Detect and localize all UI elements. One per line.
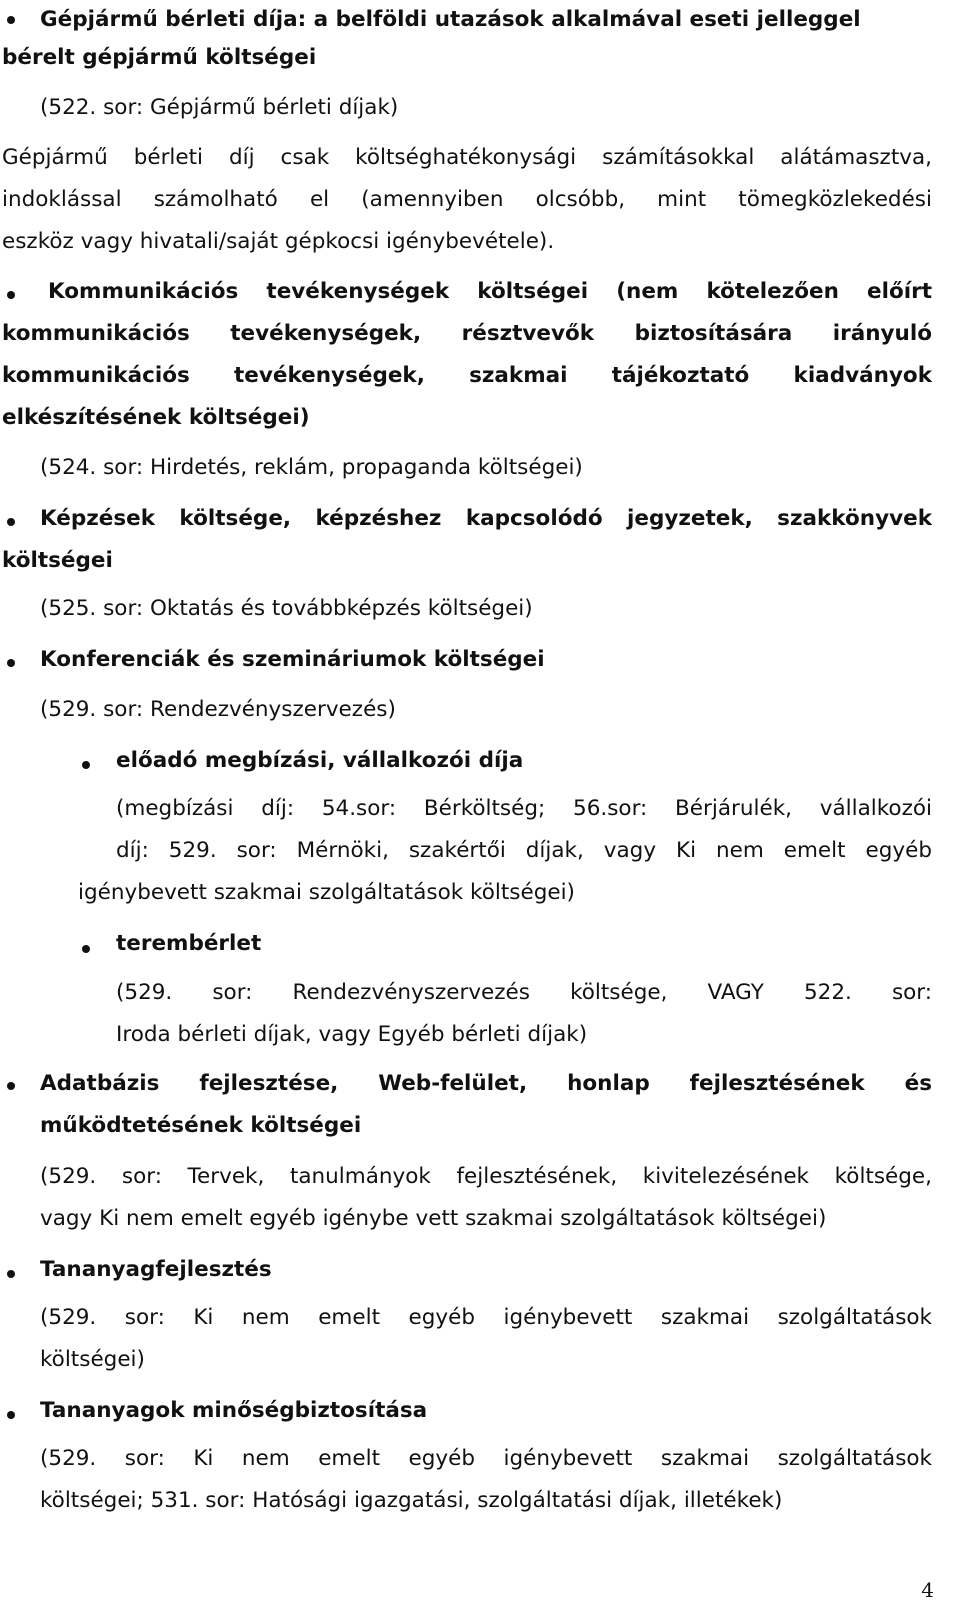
item-reference-line: (524. sor: Hirdetés, reklám, propaganda költségei) bbox=[40, 455, 583, 480]
bullet-dot-icon bbox=[7, 1082, 15, 1090]
bullet-dot-icon bbox=[7, 16, 15, 24]
bullet-dot-icon bbox=[82, 761, 90, 769]
item-heading-line: Tananyagok minőségbiztosítása bbox=[40, 1398, 428, 1423]
subitem-reference-line: igénybevett szakmai szolgáltatások költségei) bbox=[78, 880, 575, 905]
item-heading-line: Képzések költsége, képzéshez kapcsolódó jegyzetek, szakkönyvek bbox=[40, 506, 932, 531]
item-heading-line: Adatbázis fejlesztése, Web-felület, honlap fejlesztésének és bbox=[40, 1071, 932, 1096]
page-number: 4 bbox=[921, 1578, 934, 1602]
item-reference-line: (522. sor: Gépjármű bérleti díjak) bbox=[40, 95, 399, 120]
item-heading-line: Kommunikációs tevékenységek költségei (nem kötelezően előírt bbox=[48, 279, 932, 304]
body-text-line: eszköz vagy hivatali/saját gépkocsi igénybevétele). bbox=[2, 229, 555, 254]
item-heading-line: Konferenciák és szemináriumok költségei bbox=[40, 647, 545, 672]
bullet-dot-icon bbox=[7, 659, 15, 667]
item-heading-line: működtetésének költségei bbox=[40, 1113, 362, 1138]
item-reference-line: (529. sor: Ki nem emelt egyéb igénybevett szakmai szolgáltatások bbox=[40, 1446, 932, 1471]
item-heading-line: kommunikációs tevékenységek, szakmai tájékoztató kiadványok bbox=[2, 363, 932, 388]
bullet-dot-icon bbox=[82, 945, 90, 953]
bullet-dot-icon bbox=[7, 1270, 15, 1278]
subitem-heading-line: előadó megbízási, vállalkozói díja bbox=[116, 748, 524, 773]
subitem-reference-line: Iroda bérleti díjak, vagy Egyéb bérleti díjak) bbox=[116, 1022, 588, 1047]
item-reference-line: költségei; 531. sor: Hatósági igazgatási, szolgáltatási díjak, illetékek) bbox=[40, 1488, 783, 1513]
body-text-line: indoklással számolható el (amennyiben olcsóbb, mint tömegközlekedési bbox=[2, 187, 932, 212]
item-reference-line: (525. sor: Oktatás és továbbképzés költségei) bbox=[40, 596, 533, 621]
subitem-reference-line: díj: 529. sor: Mérnöki, szakértői díjak, vagy Ki nem emelt egyéb bbox=[116, 838, 932, 863]
item-reference-line: költségei) bbox=[40, 1347, 145, 1372]
bullet-dot-icon bbox=[7, 1411, 15, 1419]
subitem-reference-line: (529. sor: Rendezvényszervezés költsége, VAGY 522. sor: bbox=[116, 980, 932, 1005]
item-reference-line: (529. sor: Tervek, tanulmányok fejlesztésének, kivitelezésének költsége, bbox=[40, 1164, 932, 1189]
item-heading-line: költségei bbox=[2, 548, 113, 573]
item-heading-line: elkészítésének költségei) bbox=[2, 405, 310, 430]
subitem-heading-line: terembérlet bbox=[116, 931, 262, 956]
body-text-line: Gépjármű bérleti díj csak költséghatékonysági számításokkal alátámasztva, bbox=[2, 145, 932, 170]
item-reference-line: (529. sor: Rendezvényszervezés) bbox=[40, 697, 396, 722]
item-heading-line: Gépjármű bérleti díja: a belföldi utazások alkalmával eseti jelleggel bbox=[40, 7, 861, 32]
bullet-dot-icon bbox=[7, 518, 15, 526]
item-reference-line: vagy Ki nem emelt egyéb igénybe vett szakmai szolgáltatások költségei) bbox=[40, 1206, 827, 1231]
bullet-dot-icon bbox=[7, 291, 15, 299]
item-heading-line: kommunikációs tevékenységek, résztvevők biztosítására irányuló bbox=[2, 321, 932, 346]
subitem-reference-line: (megbízási díj: 54.sor: Bérköltség; 56.sor: Bérjárulék, vállalkozói bbox=[116, 796, 932, 821]
item-reference-line: (529. sor: Ki nem emelt egyéb igénybevett szakmai szolgáltatások bbox=[40, 1305, 932, 1330]
item-heading-line: Tananyagfejlesztés bbox=[40, 1257, 272, 1282]
item-heading-line: bérelt gépjármű költségei bbox=[2, 45, 317, 70]
